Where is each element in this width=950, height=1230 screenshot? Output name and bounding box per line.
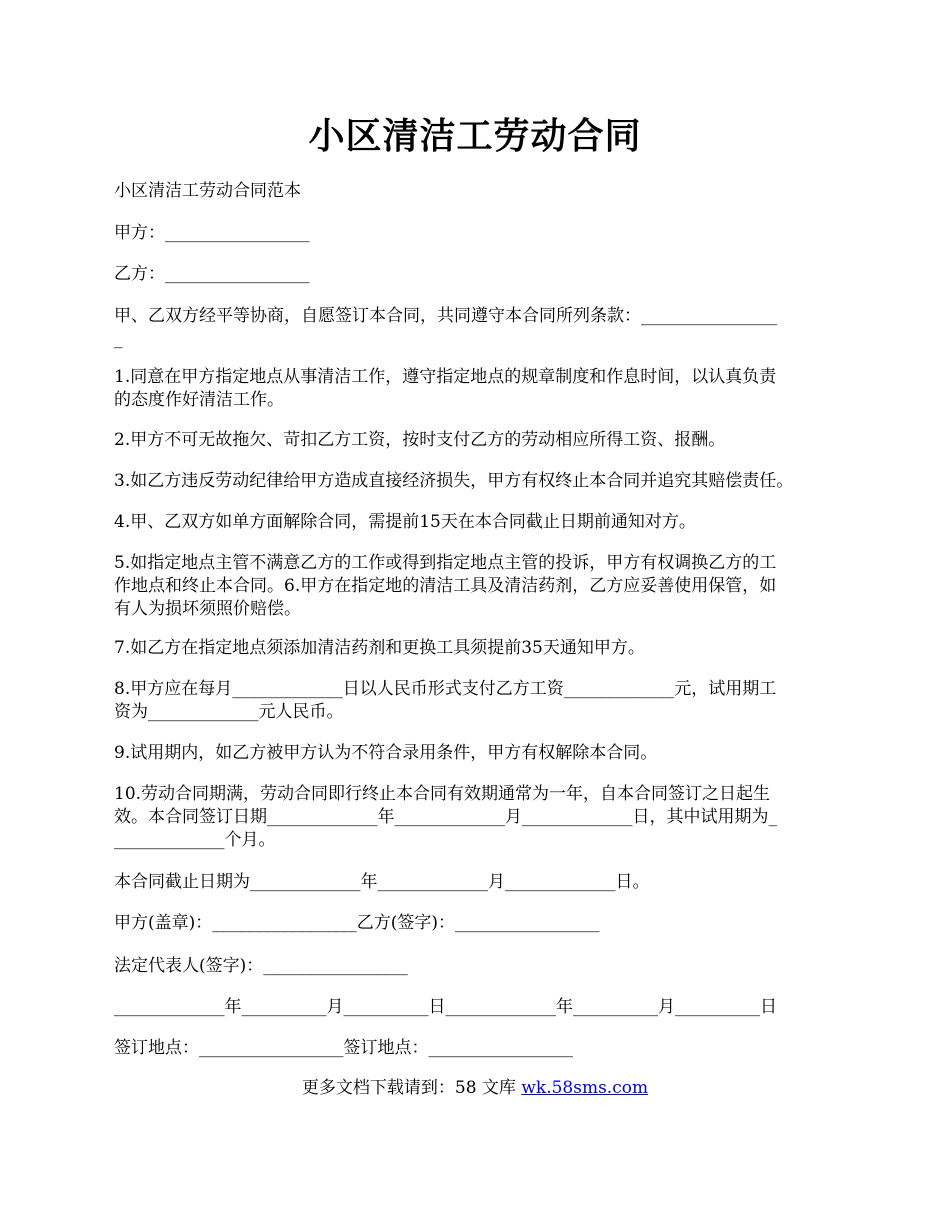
subtitle: 小区清洁工劳动合同范本	[114, 181, 301, 201]
clause-3: 3.如乙方违反劳动纪律给甲方造成直接经济损失，甲方有权终止本合同并追究其赔偿责任。	[114, 471, 794, 491]
footer	[0, 1077, 950, 1100]
date-line: _____________年__________月__________日_____________年__________月__________日	[114, 997, 777, 1017]
end-date-line: 本合同截止日期为_____________年_____________月_____________日。	[114, 872, 650, 892]
clause-1: 1.同意在甲方指定地点从事清洁工作，遵守指定地点的规章制度和作息时间，以认真负责 的态度作好清洁工作。	[114, 367, 777, 410]
clause-7: 7.如乙方在指定地点须添加清洁药剂和更换工具须提前35天通知甲方。	[114, 638, 645, 658]
clause-8: 8.甲方应在每月_____________日以人民币形式支付乙方工资_____________元，试用期工 资为_____________元人民币。	[114, 679, 777, 722]
document-title: 小区清洁工劳动合同	[308, 115, 642, 157]
legal-representative-line: 法定代表人(签字)：_________________	[114, 956, 408, 976]
signature-line: 甲方(盖章)：_________________乙方(签字)：_________________	[114, 913, 600, 933]
clause-4: 4.甲、乙双方如单方面解除合同，需提前15天在本合同截止日期前通知对方。	[114, 512, 696, 532]
footer-link[interactable]: wk.58sms.com	[521, 1078, 649, 1098]
clause-10: 10.劳动合同期满，劳动合同即行终止本合同有效期通常为一年，自本合同签订之日起生 效。本合同签订日期_____________年_____________月_____________日，其中试用期为_ _____________个月。	[114, 784, 777, 850]
party-a-line: 甲方：_________________	[114, 223, 310, 243]
signing-location-line: 签订地点：_________________签订地点：_________________	[114, 1038, 573, 1058]
clause-2: 2.甲方不可无故拖欠、苛扣乙方工资，按时支付乙方的劳动相应所得工资、报酬。	[114, 430, 726, 450]
clause-5-6: 5.如指定地点主管不满意乙方的工作或得到指定地点主管的投诉，甲方有权调换乙方的工 作地点和终止本合同。6.甲方在指定地的清洁工具及清洁药剂，乙方应妥善使用保管，如 有人为损坏须照价赔偿。	[114, 553, 777, 619]
footer-text: 更多文档下载请到：58 文库	[301, 1078, 522, 1098]
preamble-paragraph: 甲、乙双方经平等协商，自愿签订本合同，共同遵守本合同所列条款：________________ _	[114, 306, 777, 349]
clause-9: 9.试用期内，如乙方被甲方认为不符合录用条件，甲方有权解除本合同。	[114, 743, 658, 763]
party-b-line: 乙方：_________________	[114, 264, 310, 284]
